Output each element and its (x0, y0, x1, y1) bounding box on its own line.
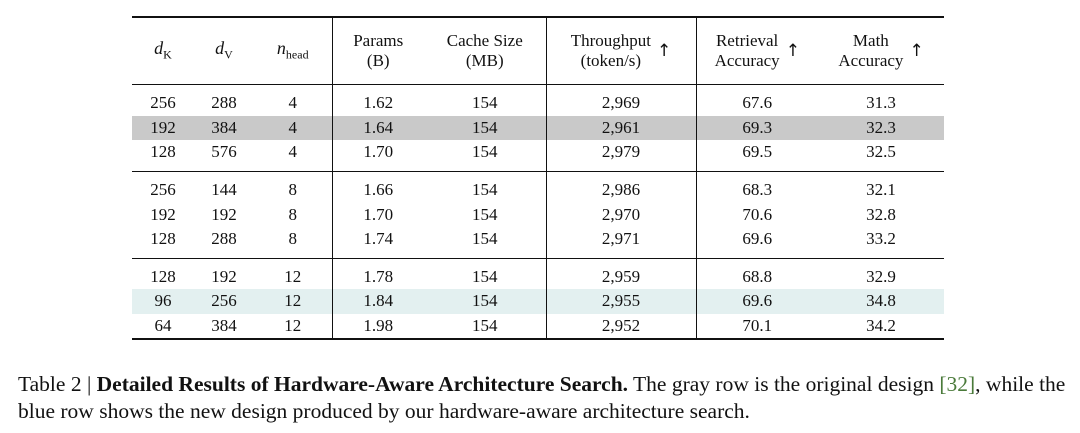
table-row (132, 314, 944, 340)
table-cell: 34.2 (818, 314, 944, 340)
table-cell: 1.64 (332, 116, 424, 141)
table-cell: 2,955 (546, 289, 696, 314)
table-cell: 2,961 (546, 116, 696, 141)
table-row (132, 227, 944, 258)
table-cell: 68.3 (696, 171, 818, 202)
table-row (132, 258, 944, 289)
table-cell: 67.6 (696, 85, 818, 116)
table-cell: 154 (424, 140, 546, 171)
table-cell: 192 (132, 116, 194, 141)
table-cell: 32.5 (866, 142, 896, 162)
table-cell: 4 (254, 116, 332, 141)
table-cell: 192 (150, 204, 176, 224)
up-arrow-icon: ↑ (657, 41, 672, 61)
caption-label: Table 2 | (18, 372, 97, 396)
table-cell: 154 (424, 227, 546, 258)
table-cell: 32.3 (818, 116, 944, 141)
table-cell: 32.8 (866, 204, 896, 224)
header-row (132, 18, 944, 85)
table-cell: 2,969 (546, 85, 696, 116)
table-caption (18, 371, 1068, 425)
table-cell: 256 (132, 85, 194, 116)
table-cell: 8 (254, 171, 332, 202)
table-cell: 192 (211, 204, 237, 224)
table-cell: 2,970 (546, 202, 696, 227)
up-arrow-icon: ↑ (909, 41, 924, 61)
header-throughput: Throughput (token/s) ↑ (546, 18, 696, 85)
table-row (132, 85, 944, 116)
table-cell: 154 (424, 116, 546, 141)
table-row (132, 140, 944, 171)
table-cell: 154 (424, 85, 546, 116)
table-cell: 1.84 (332, 289, 424, 314)
header-retrieval: Retrieval Accuracy ↑ (714, 31, 800, 70)
table-row-new-design (132, 289, 944, 314)
table-cell: 12 (254, 258, 332, 289)
header-cache-size: Cache Size (MB) (424, 18, 546, 85)
caption-text-continued: , while the blue row shows the new design produced by our hardware-aware architecture search. (18, 372, 1066, 423)
table-cell: 288 (194, 85, 254, 116)
table-cell: 2,959 (546, 258, 696, 289)
table-cell: 33.2 (866, 229, 896, 249)
table-cell: 2,986 (546, 171, 696, 202)
table-cell: 32.1 (818, 171, 944, 202)
table-cell: 1.70 (363, 142, 394, 162)
citation-link[interactable]: [32] (939, 372, 976, 396)
table-cell: 154 (424, 258, 546, 289)
header-dv: $d_V$ (215, 37, 233, 62)
table-cell: 154 (424, 314, 546, 340)
table-cell: 2,952 (546, 314, 696, 340)
table-row (132, 171, 944, 202)
table-cell: 1.78 (332, 258, 424, 289)
table-cell: 1.62 (332, 85, 424, 116)
table-cell: 384 (194, 116, 254, 141)
table-cell: 256 (132, 171, 194, 202)
header-nhead: $n_{head}$ (254, 18, 332, 85)
table-cell: 70.1 (696, 314, 818, 340)
table-cell: 69.6 (696, 289, 818, 314)
table-cell: 2,979 (546, 140, 696, 171)
table-cell: 1.98 (332, 314, 424, 340)
table-cell: 69.3 (696, 116, 818, 141)
table-cell: 128 (132, 258, 194, 289)
table-row-original-design (132, 116, 944, 141)
table-cell: 192 (194, 258, 254, 289)
table-cell: 4 (254, 140, 332, 171)
header-math: Math Accuracy ↑ (838, 31, 924, 70)
table-cell: 34.8 (818, 289, 944, 314)
table-cell: 128 (150, 229, 176, 249)
table-cell: 8 (254, 227, 332, 258)
table-row (132, 202, 944, 227)
table-cell: 69.6 (742, 229, 773, 249)
header-dk: $d_K$ (154, 37, 172, 62)
table-cell: 4 (254, 85, 332, 116)
table-cell: 1.70 (363, 204, 394, 224)
table-cell: 154 (424, 289, 546, 314)
table-cell: 31.3 (818, 85, 944, 116)
table-cell: 144 (194, 171, 254, 202)
table-cell: 2,971 (546, 227, 696, 258)
table-cell: 8 (254, 202, 332, 227)
table-cell: 69.5 (742, 142, 773, 162)
table-cell: 64 (132, 314, 194, 340)
table-cell: 1.66 (332, 171, 424, 202)
table-cell: 288 (211, 229, 237, 249)
table-cell: 1.74 (363, 229, 394, 249)
results-table (132, 16, 944, 340)
table-cell: 154 (424, 171, 546, 202)
caption-text: The gray row is the original design (628, 372, 940, 396)
caption-title: Detailed Results of Hardware-Aware Architecture Search. (96, 372, 629, 396)
table-cell: 384 (194, 314, 254, 340)
table-cell: 154 (424, 202, 546, 227)
table-cell: 12 (254, 314, 332, 340)
table-cell: 96 (132, 289, 194, 314)
table-cell: 256 (194, 289, 254, 314)
table-cell: 68.8 (696, 258, 818, 289)
table-cell: 32.9 (818, 258, 944, 289)
table-cell: 12 (254, 289, 332, 314)
table-cell: 128 (150, 142, 176, 162)
header-params: Params (B) (353, 31, 404, 70)
table-cell: 576 (211, 142, 237, 162)
results-table-container (132, 16, 944, 340)
up-arrow-icon: ↑ (785, 41, 800, 61)
table-cell: 70.6 (742, 204, 773, 224)
